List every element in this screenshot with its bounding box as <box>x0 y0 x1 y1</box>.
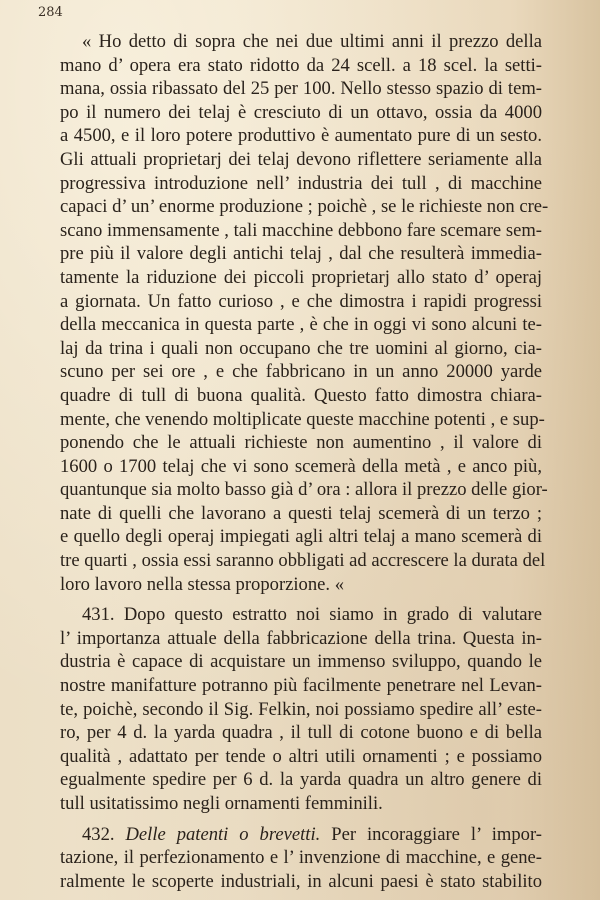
paragraph-text: Per incoraggiare l’ impor- <box>320 823 542 845</box>
text-line: dustria è capace di acquistare un immenso sviluppo, quando le <box>60 651 542 673</box>
text-line: e quello degli operaj impiegati agli altri telaj a mano scemerà di <box>60 526 542 548</box>
text-line: l’ importanza attuale della fabbricazione della trina. Questa in- <box>60 627 542 649</box>
text-line: tre quarti , ossia essi saranno obbligati ad accrescere la durata del <box>60 550 546 572</box>
text-line: Gli attuali proprietarj dei telaj devono riflettere seriamente alla <box>60 148 542 170</box>
text-lines <box>60 30 549 816</box>
text-line: nate di quelli che lavorano a questi telaj scemerà di un terzo ; <box>60 502 542 524</box>
section-title: Delle patenti o brevetti. <box>125 823 321 845</box>
text-line: quadre di tull di buona qualità. Questo fatto dimostra chiara- <box>60 384 542 406</box>
text-line: po il numero dei telaj è cresciuto di un ottavo, ossia da 4000 <box>60 101 542 123</box>
text-line: te, poichè, secondo il Sig. Felkin, noi possiamo spedire all’ este- <box>60 698 542 720</box>
text-line: 1600 o 1700 telaj che vi sono scemerà della metà , e anco più, <box>60 455 542 477</box>
text-line: loro lavoro nella stessa proporzione. « <box>60 573 344 595</box>
body-text <box>60 30 549 893</box>
text-line: scuno per sei ore , e che fabbricano in un anno 20000 yarde <box>60 361 542 383</box>
text-line: « Ho detto di sopra che nei due ultimi anni il prezzo della <box>82 31 542 52</box>
text-line: 431. Dopo questo estratto noi siamo in grado di valutare <box>82 604 542 626</box>
text-line: qualità , adattato per tende o altri utili ornamenti ; e possiamo <box>60 745 542 767</box>
paragraph-432-line-3: ralmente le scoperte industriali, in alcuni paesi è stato stabilito <box>60 870 542 892</box>
text-line: mano d’ opera era stato ridotto da 24 scell. a 18 scel. la setti- <box>60 54 542 76</box>
paragraph-432-line-1 <box>60 823 542 847</box>
paragraph-432-line-2: tazione, il perfezionamento e l’ invenzione di macchine, e gene- <box>60 847 542 869</box>
text-line: tamente la riduzione dei piccoli proprietarj allo stato d’ operaj <box>60 266 542 288</box>
text-line: tull usitatissimo negli ornamenti femminili. <box>60 793 383 814</box>
text-line: quantunque sia molto basso già d’ ora : allora il prezzo delle gior- <box>60 479 548 501</box>
text-line: egualmente spedire per 6 d. la yarda quadra un altro genere di <box>60 769 542 791</box>
text-line: scano immensamente , tali macchine debbono fare scemare sem- <box>60 219 542 241</box>
text-line: ro, per 4 d. la yarda quadra , il tull di cotone buono e di bella <box>60 722 542 744</box>
text-line: mana, ossia ribassato del 25 per 100. Nello stesso spazio di tem- <box>60 78 542 100</box>
text-line: a 4500, e il loro potere produttivo è aumentato pure di un sesto. <box>60 125 542 147</box>
text-line: progressiva introduzione nell’ industria dei tull , di macchine <box>60 172 542 194</box>
text-line: a giornata. Un fatto curioso , e che dimostra i rapidi progressi <box>60 290 542 312</box>
paragraph-number: 432. <box>82 823 115 845</box>
text-line: pre più il valore degli antichi telaj , dal che resulterà immedia- <box>60 243 542 265</box>
text-line: mente, che venendo moltiplicate queste macchine potenti , e sup- <box>60 408 545 430</box>
text-line: nostre manifatture potranno più facilmente penetrare nel Levan- <box>60 675 542 697</box>
text-line: capaci d’ un’ enorme produzione ; poichè , se le richieste non cre- <box>60 196 549 218</box>
page-number: 284 <box>38 5 63 20</box>
text-line: della meccanica in questa parte , è che in oggi vi sono alcuni te- <box>60 314 542 336</box>
text-line: laj da trina i quali non occupano che tre uomini al giorno, cia- <box>60 337 542 359</box>
text-line: ponendo che le attuali richieste non aumentino , il valore di <box>60 432 542 454</box>
